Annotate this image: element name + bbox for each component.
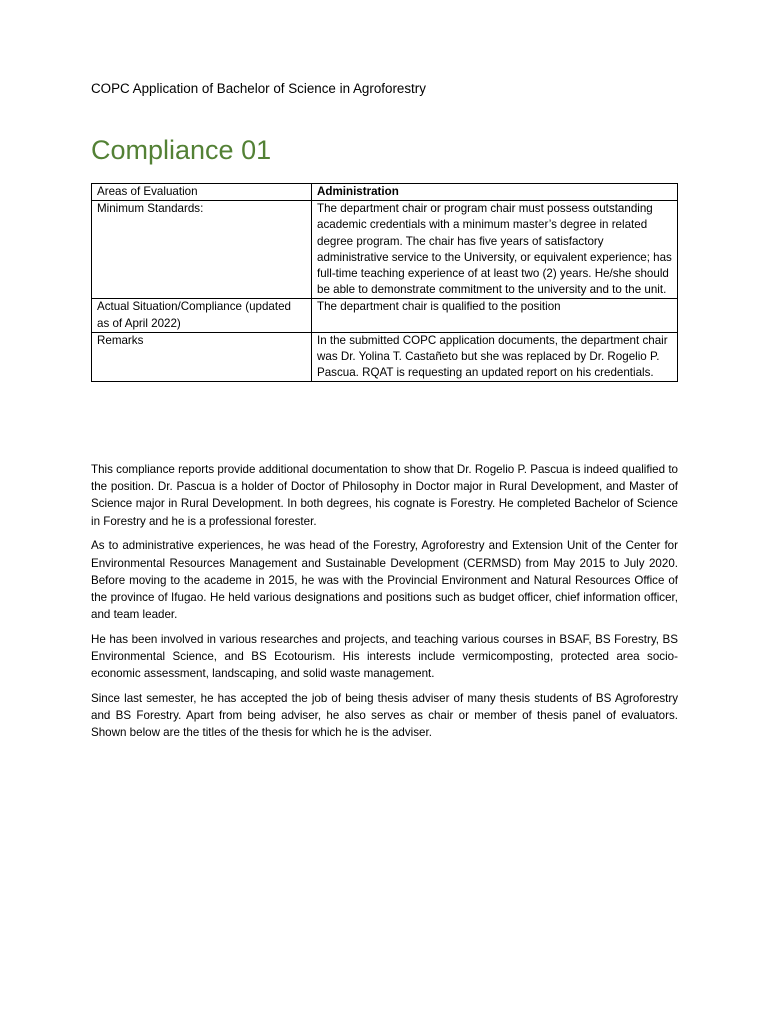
table-header-cell: Administration	[312, 184, 678, 201]
paragraph: Since last semester, he has accepted the job of being thesis adviser of many thesis students of BS Agroforestry and BS Forestry. Apart from being adviser, he also serves as chair or member of thesis panel of evaluators. Shown below are the titles of the thesis for which he is the adviser.	[91, 691, 678, 740]
table-cell-value: The department chair or program chair must possess outstanding academic credentials with a minimum master’s degree in related degree program. The chair has five years of satisfactory administrative service to the University, or equivalent experience; has full-time teaching experience of at least two (2) years. He/she should be able to demonstrate commitment to the university and to the unit.	[312, 201, 678, 299]
paragraph: As to administrative experiences, he was head of the Forestry, Agroforestry and Extension Unit of the Center for Environmental Resources Management and Sustainable Development (CERMSD) from May 2015 to July 2020. Before moving to the academe in 2015, he was with the Provincial Environment and Natural Resources Office of the province of Ifugao. He held various designations and positions such as budget officer, chief information officer, and team leader.	[91, 539, 678, 622]
table-cell-value: The department chair is qualified to the position	[312, 299, 678, 332]
evaluation-table	[91, 183, 678, 382]
document-header: COPC Application of Bachelor of Science in Agroforestry	[91, 81, 426, 96]
table-header-cell: Areas of Evaluation	[92, 184, 312, 201]
table-cell-label: Minimum Standards:	[92, 201, 312, 299]
table-header-row	[92, 184, 678, 201]
table-row	[92, 332, 678, 382]
paragraph: He has been involved in various researches and projects, and teaching various courses in BSAF, BS Forestry, BS Environmental Science, and BS Ecotourism. His interests include vermicomposting, protected area socio-economic assessment, landscaping, and solid waste management.	[91, 632, 678, 681]
table-cell-label: Remarks	[92, 332, 312, 382]
table-row	[92, 299, 678, 332]
table-cell-label: Actual Situation/Compliance (updated as of April 2022)	[92, 299, 312, 332]
table-row	[92, 201, 678, 299]
body-text	[91, 461, 678, 749]
paragraph: This compliance reports provide additional documentation to show that Dr. Rogelio P. Pascua is indeed qualified to the position. Dr. Pascua is a holder of Doctor of Philosophy in Doctor major in Rural Development, and Master of Science major in Rural Development. In both degrees, his cognate is Forestry. He completed Bachelor of Science in Forestry and he is a professional forester.	[91, 463, 678, 528]
table-cell-value: In the submitted COPC application documents, the department chair was Dr. Yolina T. Castañeto but she was replaced by Dr. Rogelio P. Pascua. RQAT is requesting an updated report on his credentials.	[312, 332, 678, 382]
page-title: Compliance 01	[91, 135, 272, 165]
